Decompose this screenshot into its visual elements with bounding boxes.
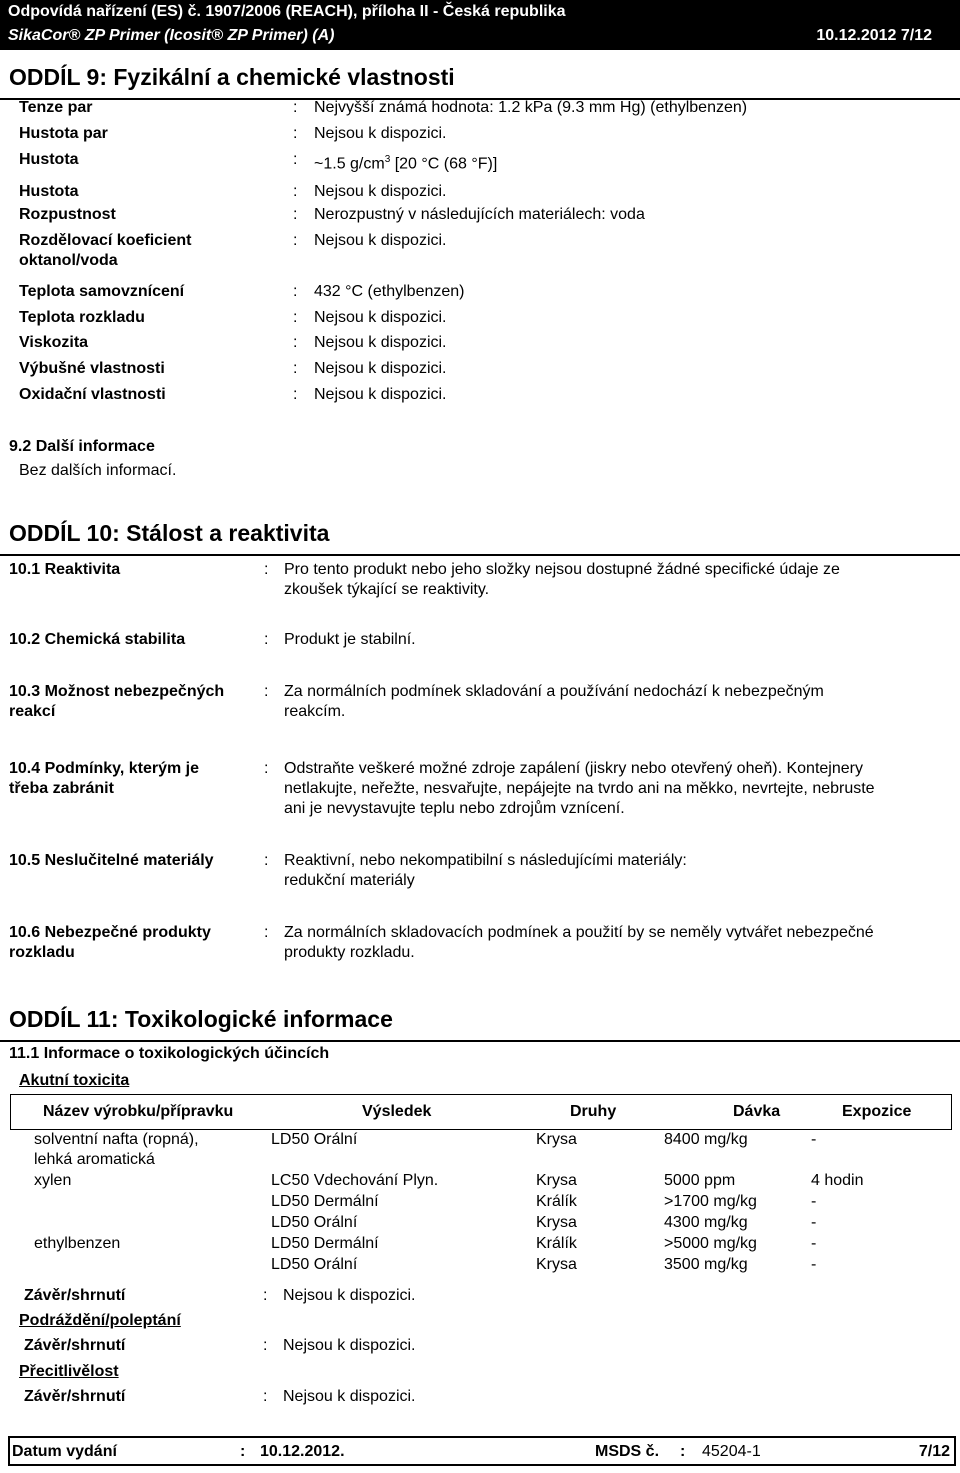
date-page: 10.12.2012 7/12 bbox=[816, 27, 932, 44]
property-value-sup: 3 bbox=[384, 154, 391, 165]
section-11-heading: ODDÍL 11: Toxikologické informace bbox=[0, 998, 960, 1042]
acute-toxicity-title: Akutní toxicita bbox=[19, 1072, 130, 1089]
toxicity-result: LC50 Vdechování Plyn. bbox=[271, 1172, 439, 1189]
toxicity-dose: >5000 mg/kg bbox=[664, 1235, 757, 1252]
reactivity-text: Pro tento produkt nebo jeho složky nejsou dostupné žádné specifické údaje ze bbox=[284, 561, 840, 578]
reactivity-text: netlakujte, neřežte, nesvařujte, nepájejte na tvrdo ani na měkko, nevrtejte, nebruste bbox=[284, 780, 875, 797]
toxicity-result: LD50 Orální bbox=[271, 1256, 358, 1273]
property-value bbox=[314, 359, 447, 379]
msds-label: MSDS č. bbox=[595, 1443, 660, 1460]
reactivity-label-line2: reakcí bbox=[9, 703, 56, 720]
property-label: Rozdělovací koeficient bbox=[19, 232, 192, 249]
irritation-title: Podráždění/poleptání bbox=[19, 1312, 181, 1329]
reactivity-text: zkoušek týkající se reaktivity. bbox=[284, 581, 490, 598]
property-value-text: Nerozpustný v následujících materiálech: voda bbox=[314, 206, 645, 223]
issue-date-value: 10.12.2012. bbox=[260, 1443, 345, 1460]
property-label: Oxidační vlastnosti bbox=[19, 386, 166, 403]
toxicity-species: Krysa bbox=[536, 1214, 577, 1231]
toxicity-exposure: - bbox=[811, 1235, 817, 1252]
property-label: Teplota rozkladu bbox=[19, 309, 145, 326]
toxicity-exposure: - bbox=[811, 1131, 817, 1148]
toxicity-exposure: - bbox=[811, 1256, 817, 1273]
property-value-tail: [20 °C (68 °F)] bbox=[390, 155, 498, 173]
property-value bbox=[314, 282, 464, 302]
toxicity-result: LD50 Orální bbox=[271, 1131, 358, 1148]
toxicity-name: solventní nafta (ropná), bbox=[34, 1131, 199, 1148]
reactivity-label: 10.3 Možnost nebezpečných bbox=[9, 683, 225, 700]
conclusion-colon-2: : bbox=[263, 1337, 268, 1354]
toxicity-dose: 8400 mg/kg bbox=[664, 1131, 748, 1148]
property-value-text: Nejvyšší známá hodnota: 1.2 kPa (9.3 mm Hg) (ethylbenzen) bbox=[314, 99, 748, 116]
property-colon: : bbox=[293, 125, 298, 142]
section-10-heading: ODDÍL 10: Stálost a reaktivita bbox=[0, 512, 960, 556]
reactivity-colon: : bbox=[264, 631, 269, 648]
property-label: Tenze par bbox=[19, 99, 93, 116]
property-value bbox=[314, 205, 645, 225]
conclusion-label-1: Závěr/shrnutí bbox=[24, 1287, 126, 1304]
property-colon: : bbox=[293, 183, 298, 200]
conclusion-value-3: Nejsou k dispozici. bbox=[283, 1388, 416, 1405]
footer-colon-2: : bbox=[680, 1443, 686, 1460]
property-value bbox=[314, 124, 447, 144]
property-value bbox=[314, 385, 447, 405]
section-11-1-title: 11.1 Informace o toxikologických účincích bbox=[9, 1045, 330, 1062]
toxicity-dose: >1700 mg/kg bbox=[664, 1193, 757, 1210]
toxicity-species: Krysa bbox=[536, 1256, 577, 1273]
reactivity-text: Produkt je stabilní. bbox=[284, 631, 416, 648]
toxicity-name: xylen bbox=[34, 1172, 72, 1189]
reactivity-label-line2: rozkladu bbox=[9, 944, 75, 961]
property-colon: : bbox=[293, 151, 298, 168]
property-value bbox=[314, 308, 447, 328]
reactivity-text: Za normálních skladovacích podmínek a použití by se neměly vytvářet nebezpečné bbox=[284, 924, 874, 941]
property-value-text: ~1.5 g/cm bbox=[314, 155, 385, 173]
property-label-line2: oktanol/voda bbox=[19, 252, 118, 269]
toxicity-dose: 5000 ppm bbox=[664, 1172, 736, 1189]
property-label: Výbušné vlastnosti bbox=[19, 360, 165, 377]
col-exposure: Expozice bbox=[842, 1103, 912, 1120]
property-value bbox=[314, 333, 447, 353]
toxicity-exposure: - bbox=[811, 1193, 817, 1210]
section-9-2-title: 9.2 Další informace bbox=[9, 438, 155, 455]
property-colon: : bbox=[293, 206, 298, 223]
toxicity-dose: 3500 mg/kg bbox=[664, 1256, 748, 1273]
property-colon: : bbox=[293, 99, 298, 116]
reactivity-colon: : bbox=[264, 683, 269, 700]
toxicity-species: Krysa bbox=[536, 1172, 577, 1189]
property-value-text: Nejsou k dispozici. bbox=[314, 334, 447, 351]
toxicity-table-header bbox=[10, 1094, 952, 1130]
property-label: Hustota bbox=[19, 151, 79, 168]
property-value-text: 432 °C (ethylbenzen) bbox=[314, 283, 465, 300]
property-colon: : bbox=[293, 309, 298, 326]
regulation-text: Odpovídá nařízení (ES) č. 1907/2006 (REACH), příloha II - Česká republika bbox=[8, 3, 566, 20]
property-colon: : bbox=[293, 360, 298, 377]
toxicity-result: LD50 Dermální bbox=[271, 1235, 379, 1252]
property-colon: : bbox=[293, 232, 298, 249]
reactivity-label: 10.1 Reaktivita bbox=[9, 561, 121, 578]
property-value-text: Nejsou k dispozici. bbox=[314, 183, 447, 200]
document-header bbox=[0, 0, 960, 50]
conclusion-value-2: Nejsou k dispozici. bbox=[283, 1337, 416, 1354]
reactivity-text: ani je nevystavujte teplu nebo zdrojům vznícení. bbox=[284, 800, 625, 817]
conclusion-label-2: Závěr/shrnutí bbox=[24, 1337, 126, 1354]
conclusion-colon-3: : bbox=[263, 1388, 268, 1405]
property-label: Hustota par bbox=[19, 125, 108, 142]
col-dose: Dávka bbox=[733, 1103, 781, 1120]
reactivity-colon: : bbox=[264, 760, 269, 777]
msds-value: 45204-1 bbox=[702, 1443, 761, 1460]
property-value-text: Nejsou k dispozici. bbox=[314, 125, 447, 142]
reactivity-label: 10.5 Neslučitelné materiály bbox=[9, 852, 214, 869]
property-label: Teplota samovznícení bbox=[19, 283, 185, 300]
property-value-text: Nejsou k dispozici. bbox=[314, 232, 447, 249]
issue-date-label: Datum vydání bbox=[12, 1443, 117, 1460]
toxicity-result: LD50 Dermální bbox=[271, 1193, 379, 1210]
reactivity-colon: : bbox=[264, 852, 269, 869]
property-label: Hustota bbox=[19, 183, 79, 200]
property-label: Rozpustnost bbox=[19, 206, 116, 223]
property-value bbox=[314, 182, 447, 202]
document-footer bbox=[8, 1436, 956, 1466]
col-species: Druhy bbox=[570, 1103, 617, 1120]
property-value bbox=[314, 231, 447, 251]
toxicity-species: Králík bbox=[536, 1235, 577, 1252]
footer-page: 7/12 bbox=[918, 1443, 950, 1460]
property-value-text: Nejsou k dispozici. bbox=[314, 386, 447, 403]
property-colon: : bbox=[293, 283, 298, 300]
toxicity-exposure: 4 hodin bbox=[811, 1172, 864, 1189]
reactivity-text: redukční materiály bbox=[284, 872, 415, 889]
conclusion-colon-1: : bbox=[263, 1287, 268, 1304]
reactivity-text: produkty rozkladu. bbox=[284, 944, 415, 961]
property-value-text: Nejsou k dispozici. bbox=[314, 360, 447, 377]
product-name: SikaCor® ZP Primer (Icosit® ZP Primer) (A) bbox=[8, 27, 335, 44]
col-result: Výsledek bbox=[362, 1103, 432, 1120]
reactivity-text: Odstraňte veškeré možné zdroje zapálení (jiskry nebo otevřený oheň). Kontejnery bbox=[284, 760, 863, 777]
section-9-heading: ODDÍL 9: Fyzikální a chemické vlastnosti bbox=[0, 56, 960, 100]
toxicity-dose: 4300 mg/kg bbox=[664, 1214, 748, 1231]
reactivity-label: 10.4 Podmínky, kterým je bbox=[9, 760, 200, 777]
toxicity-result: LD50 Orální bbox=[271, 1214, 358, 1231]
section-9-2-text: Bez dalších informací. bbox=[19, 462, 177, 479]
toxicity-name-line2: lehká aromatická bbox=[34, 1151, 155, 1168]
conclusion-value-1: Nejsou k dispozici. bbox=[283, 1287, 416, 1304]
property-colon: : bbox=[293, 386, 298, 403]
reactivity-text: Za normálních podmínek skladování a používání nedochází k nebezpečným bbox=[284, 683, 824, 700]
reactivity-colon: : bbox=[264, 924, 269, 941]
reactivity-text: reakcím. bbox=[284, 703, 346, 720]
toxicity-species: Krysa bbox=[536, 1131, 577, 1148]
reactivity-colon: : bbox=[264, 561, 269, 578]
sensitization-title: Přecitlivělost bbox=[19, 1363, 119, 1380]
toxicity-exposure: - bbox=[811, 1214, 817, 1231]
reactivity-label: 10.2 Chemická stabilita bbox=[9, 631, 186, 648]
reactivity-text: Reaktivní, nebo nekompatibilní s následujícími materiály: bbox=[284, 852, 687, 869]
property-value bbox=[314, 150, 497, 174]
reactivity-label-line2: třeba zabránit bbox=[9, 780, 114, 797]
reactivity-label: 10.6 Nebezpečné produkty bbox=[9, 924, 211, 941]
property-label: Viskozita bbox=[19, 334, 89, 351]
property-value-text: Nejsou k dispozici. bbox=[314, 309, 447, 326]
toxicity-name: ethylbenzen bbox=[34, 1235, 121, 1252]
property-value bbox=[314, 98, 747, 118]
col-name: Název výrobku/přípravku bbox=[43, 1103, 234, 1120]
conclusion-label-3: Závěr/shrnutí bbox=[24, 1388, 126, 1405]
toxicity-species: Králík bbox=[536, 1193, 577, 1210]
property-colon: : bbox=[293, 334, 298, 351]
footer-colon: : bbox=[240, 1443, 246, 1460]
